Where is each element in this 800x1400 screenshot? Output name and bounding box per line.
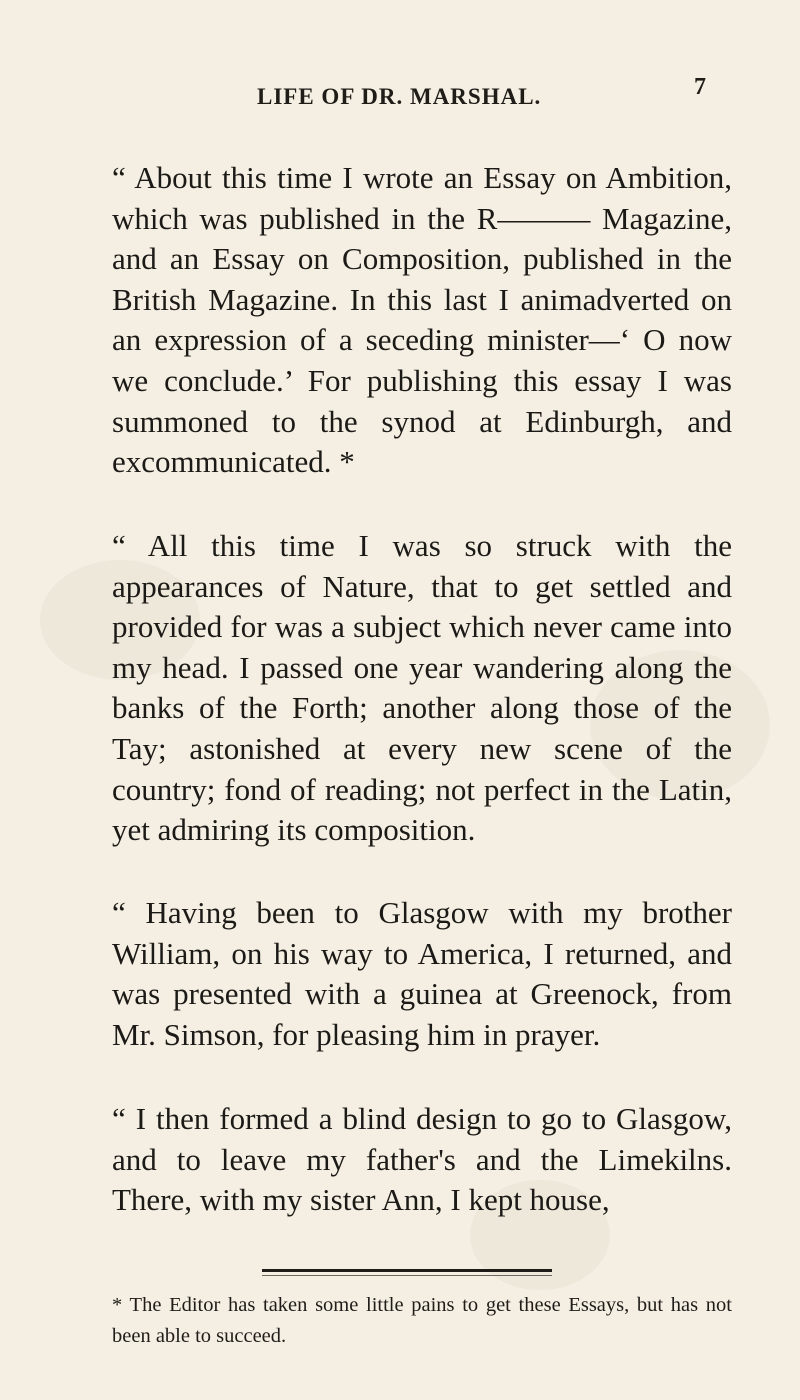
paragraph: “ About this time I wrote an Essay on Ambition, which was published in the R——— Magazine, and an Essay on Composition, published in the British Magazine. In this last I animadverted on an expression of a seceding minister—‘ O now we conclude.’ For publishing this essay I was summoned to the synod at Edinburgh, and excommunicated. *	[112, 160, 732, 480]
footnote-rule-thin	[262, 1275, 552, 1276]
paragraph: “ All this time I was so struck with the appearances of Nature, that to get settled and provided for was a subject which never came into my head. I passed one year wandering along the banks of the Forth; another along those of the Tay; astonished at every new scene of the country; fond of reading; not perfect in the Latin, yet admiring its composition.	[112, 528, 732, 848]
paragraph: “ I then formed a blind design to go to Glasgow, and to leave my father's and the Limekilns. There, with my sister Ann, I kept house,	[112, 1101, 732, 1218]
page-number: 7	[694, 74, 706, 100]
running-title: LIFE OF DR. MARSHAL.	[257, 84, 542, 109]
paragraph: “ Having been to Glasgow with my brother William, on his way to America, I returned, and was presented with a guinea at Greenock, from Mr. Simson, for pleasing him in prayer.	[112, 895, 732, 1052]
footnote-rule	[262, 1269, 552, 1272]
footnote: * The Editor has taken some little pains to get these Essays, but has not been able to succeed.	[112, 1294, 732, 1347]
